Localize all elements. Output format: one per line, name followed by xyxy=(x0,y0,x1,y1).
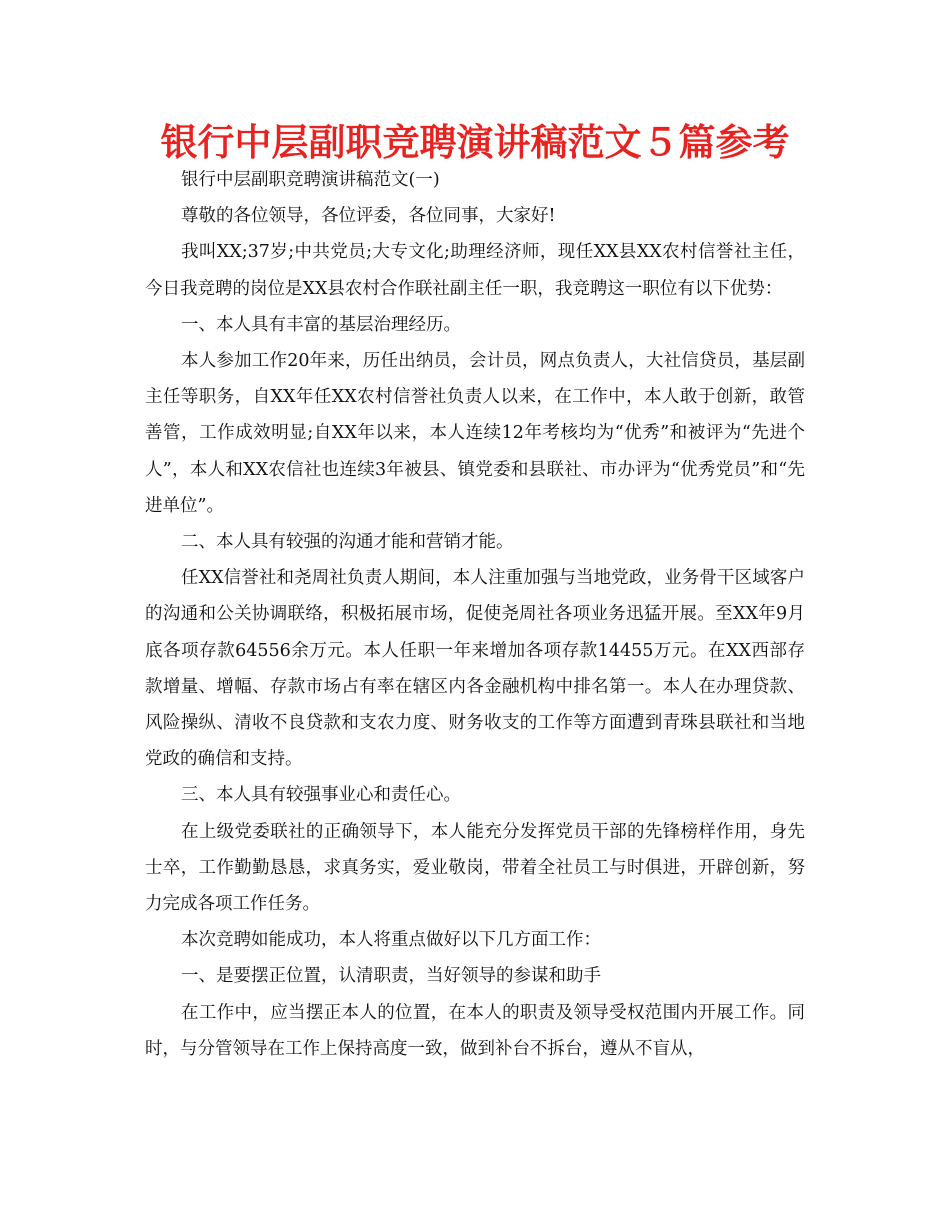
paragraph-heading-3: 三、本人具有较强事业心和责任心。 xyxy=(181,785,461,806)
paragraph-greeting: 尊敬的各位领导，各位评委，各位同事，大家好! xyxy=(181,206,556,227)
paragraph-plan-intro: 本次竞聘如能成功，本人将重点做好以下几方面工作： xyxy=(181,930,601,951)
paragraph-experience: 本人参加工作20年来，历任出纳员，会计员，网点负责人，大社信贷员，基层副主任等职务，自XX年任XX农村信誉社负责人以来，在工作中，本人敢于创新，敢管善管，工作成效明显;自XX年以来，本人连续12年考核均为“优秀”和被评为“先进个人”，本人和XX农信社也连续3年被县、镇党委和县联社、市办评为“优秀党员”和“先进单位”。 xyxy=(145,351,805,516)
paragraph-plan-heading-1: 一、是要摆正位置，认清职责，当好领导的参谋和助手 xyxy=(181,966,601,987)
paragraph-responsibility: 在上级党委联社的正确领导下，本人能充分发挥党员干部的先锋榜样作用，身先士卒，工作勤勤恳恳，求真务实，爱业敬岗，带着全社员工与时俱进，开辟创新，努力完成各项工作任务。 xyxy=(145,821,805,915)
paragraph-intro: 我叫XX;37岁;中共党员;大专文化;助理经济师，现任XX县XX农村信誉社主任，今日我竞聘的岗位是XX县农村合作联社副主任一职，我竞聘这一职位有以下优势： xyxy=(145,242,805,299)
document-title: 银行中层副职竞聘演讲稿范文５篇参考 xyxy=(160,121,790,164)
paragraph-communication: 任XX信誉社和尧周社负责人期间，本人注重加强与当地党政，业务骨干区域客户的沟通和公关协调联络，积极拓展市场，促使尧周社各项业务迅猛开展。至XX年9月底各项存款64556余万元。本人任职一年来增加各项存款14455万元。在XX西部存款增量、增幅、存款市场占有率在辖区内各金融机构中排名第一。本人在办理贷款、风险操纵、清收不良贷款和支农力度、财务收支的工作等方面遭到青珠县联社和当地党政的确信和支持。 xyxy=(145,568,805,770)
paragraph-heading-2: 二、本人具有较强的沟通才能和营销才能。 xyxy=(181,532,514,553)
paragraph-plan-detail: 在工作中，应当摆正本人的位置，在本人的职责及领导受权范围内开展工作。同时，与分管领导在工作上保持高度一致，做到补台不拆台，遵从不盲从， xyxy=(145,1002,805,1059)
paragraph-subtitle: 银行中层副职竞聘演讲稿范文(一) xyxy=(181,170,440,190)
document-body xyxy=(145,162,805,1067)
paragraph-heading-1: 一、本人具有丰富的基层治理经历。 xyxy=(181,314,461,335)
